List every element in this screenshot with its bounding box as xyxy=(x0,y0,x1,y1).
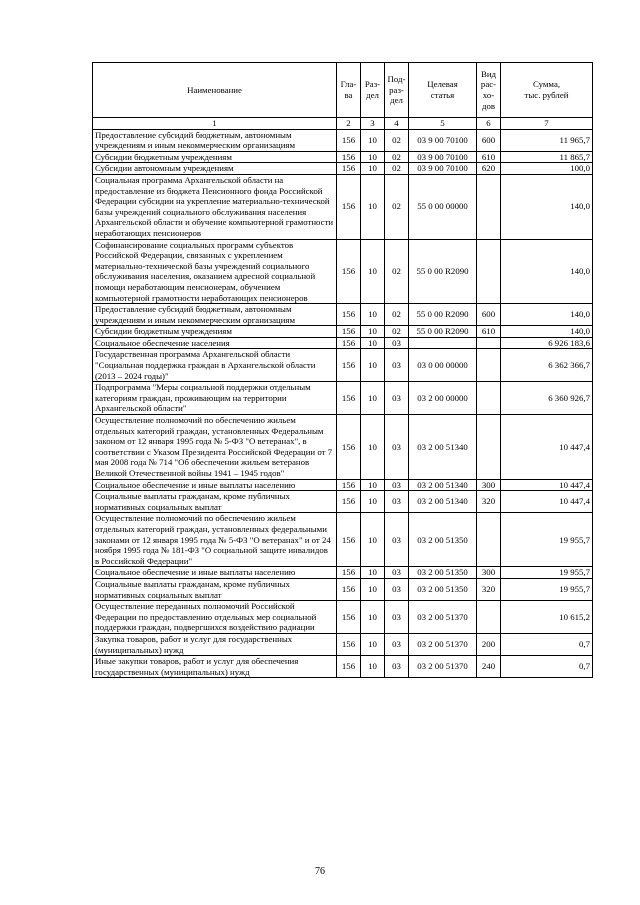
header-name: Наименование xyxy=(93,63,337,118)
row-section: 10 xyxy=(361,163,385,175)
row-subsection: 02 xyxy=(385,304,409,326)
table-row xyxy=(93,601,593,634)
row-expense-type: 610 xyxy=(477,151,501,163)
row-amount: 100,0 xyxy=(501,163,593,175)
table-row xyxy=(93,151,593,163)
row-amount: 140,0 xyxy=(501,239,593,304)
table-row xyxy=(93,174,593,239)
row-name: Иные закупки товаров, работ и услуг для обеспечения государственных (муниципальных) нужд xyxy=(93,656,337,678)
row-chapter: 156 xyxy=(337,656,361,678)
row-name: Государственная программа Архангельской области "Социальная поддержка граждан в Архангельской области (2013 – 2024 годы)" xyxy=(93,349,337,382)
row-name: Социальное обеспечение и иные выплаты населению xyxy=(93,479,337,491)
header-subsection: Под- раз- дел xyxy=(385,63,409,118)
column-number: 4 xyxy=(385,118,409,130)
header-row xyxy=(93,63,593,118)
row-target: 03 2 00 51370 xyxy=(409,656,477,678)
row-section: 10 xyxy=(361,578,385,600)
row-expense-type: 600 xyxy=(477,304,501,326)
budget-table xyxy=(92,62,593,678)
row-amount: 0,7 xyxy=(501,656,593,678)
row-subsection: 03 xyxy=(385,415,409,480)
table-row xyxy=(93,337,593,349)
row-amount: 140,0 xyxy=(501,304,593,326)
row-expense-type xyxy=(477,337,501,349)
row-expense-type xyxy=(477,382,501,415)
row-chapter: 156 xyxy=(337,479,361,491)
table-row xyxy=(93,491,593,513)
row-expense-type: 600 xyxy=(477,129,501,151)
row-target: 03 2 00 51370 xyxy=(409,601,477,634)
row-target xyxy=(409,337,477,349)
row-target: 55 0 00 R2090 xyxy=(409,304,477,326)
row-target: 03 0 00 00000 xyxy=(409,349,477,382)
row-chapter: 156 xyxy=(337,349,361,382)
row-chapter: 156 xyxy=(337,239,361,304)
row-expense-type xyxy=(477,349,501,382)
table-row xyxy=(93,513,593,567)
row-amount: 6 926 183,6 xyxy=(501,337,593,349)
row-name: Осуществление полномочий по обеспечению жильем отдельных категорий граждан, установленных Федеральным законом от 12 января 1995 года № 5-ФЗ "О ветеранах", в соответствии с Указом Президента Российской Федерации от 7 мая 2008 года № 714 "Об обеспечении жильем ветеранов Великой Отечественной войны 1941 – 1945 годов" xyxy=(93,415,337,480)
row-subsection: 03 xyxy=(385,491,409,513)
row-section: 10 xyxy=(361,567,385,579)
row-expense-type: 320 xyxy=(477,491,501,513)
header-amount: Сумма, тыс. рублей xyxy=(501,63,593,118)
row-target: 55 0 00 00000 xyxy=(409,174,477,239)
row-amount: 10 447,4 xyxy=(501,479,593,491)
row-name: Социальное обеспечение и иные выплаты населению xyxy=(93,567,337,579)
row-section: 10 xyxy=(361,174,385,239)
row-expense-type: 320 xyxy=(477,578,501,600)
table-row xyxy=(93,239,593,304)
row-section: 10 xyxy=(361,151,385,163)
row-subsection: 03 xyxy=(385,567,409,579)
row-amount: 0,7 xyxy=(501,633,593,655)
row-amount: 11 865,7 xyxy=(501,151,593,163)
row-amount: 10 615,2 xyxy=(501,601,593,634)
row-subsection: 02 xyxy=(385,239,409,304)
row-subsection: 03 xyxy=(385,382,409,415)
row-section: 10 xyxy=(361,479,385,491)
row-amount: 19 955,7 xyxy=(501,567,593,579)
table-row xyxy=(93,567,593,579)
row-name: Социальные выплаты гражданам, кроме публичных нормативных социальных выплат xyxy=(93,491,337,513)
row-subsection: 02 xyxy=(385,326,409,338)
row-amount: 6 360 926,7 xyxy=(501,382,593,415)
row-section: 10 xyxy=(361,601,385,634)
row-target: 03 2 00 51370 xyxy=(409,633,477,655)
row-expense-type: 300 xyxy=(477,479,501,491)
page-number: 76 xyxy=(315,866,325,877)
row-expense-type xyxy=(477,601,501,634)
row-amount: 6 362 366,7 xyxy=(501,349,593,382)
row-name: Социальная программа Архангельской области на предоставление из бюджета Пенсионного фонда Российской Федерации субсидии на укрепление материально-технической базы учреждений социального обслуживания населения Архангельской области и обучение компьютерной грамотности неработающих пенсионеров xyxy=(93,174,337,239)
column-number: 2 xyxy=(337,118,361,130)
row-name: Субсидии бюджетным учреждениям xyxy=(93,151,337,163)
row-chapter: 156 xyxy=(337,578,361,600)
row-amount: 19 955,7 xyxy=(501,513,593,567)
row-target: 55 0 00 R2090 xyxy=(409,239,477,304)
row-amount: 140,0 xyxy=(501,326,593,338)
row-chapter: 156 xyxy=(337,174,361,239)
row-expense-type xyxy=(477,513,501,567)
row-section: 10 xyxy=(361,349,385,382)
row-name: Осуществление полномочий по обеспечению жильем отдельных категорий граждан, установленных федеральными законами от 12 января 1995 года № 5-ФЗ "О ветеранах" и от 24 ноября 1995 года № 181-ФЗ "О социальной защите инвалидов в Российской Федерации" xyxy=(93,513,337,567)
header-expense-type: Вид рас- хо- дов xyxy=(477,63,501,118)
row-chapter: 156 xyxy=(337,633,361,655)
table-row xyxy=(93,304,593,326)
row-expense-type: 610 xyxy=(477,326,501,338)
row-target: 03 9 00 70100 xyxy=(409,129,477,151)
row-section: 10 xyxy=(361,633,385,655)
header-target: Целевая статья xyxy=(409,63,477,118)
row-name: Субсидии бюджетным учреждениям xyxy=(93,326,337,338)
row-name: Закупка товаров, работ и услуг для государственных (муниципальных) нужд xyxy=(93,633,337,655)
row-target: 03 2 00 00000 xyxy=(409,382,477,415)
row-section: 10 xyxy=(361,382,385,415)
column-number-row xyxy=(93,118,593,130)
row-expense-type: 200 xyxy=(477,633,501,655)
row-name: Софинансирование социальных программ субъектов Российской Федерации, связанных с укреплением материально-технической базы учреждений социального обслуживания населения, оказанием адресной социальной помощи неработающим пенсионерам, обучением компьютерной грамотности неработающих пенсионеров xyxy=(93,239,337,304)
table-row xyxy=(93,479,593,491)
row-expense-type: 240 xyxy=(477,656,501,678)
table-row xyxy=(93,349,593,382)
row-amount: 140,0 xyxy=(501,174,593,239)
column-number: 5 xyxy=(409,118,477,130)
row-section: 10 xyxy=(361,326,385,338)
row-subsection: 03 xyxy=(385,349,409,382)
row-subsection: 03 xyxy=(385,656,409,678)
table-row xyxy=(93,578,593,600)
row-name: Субсидии автономным учреждениям xyxy=(93,163,337,175)
row-name: Предоставление субсидий бюджетным, автономным учреждениям и иным некоммерческим организациям xyxy=(93,129,337,151)
row-subsection: 02 xyxy=(385,163,409,175)
row-expense-type xyxy=(477,174,501,239)
row-name: Подпрограмма "Меры социальной поддержки отдельным категориям граждан, проживающим на территории Архангельской области" xyxy=(93,382,337,415)
row-expense-type: 620 xyxy=(477,163,501,175)
table-row xyxy=(93,656,593,678)
row-subsection: 03 xyxy=(385,479,409,491)
row-expense-type xyxy=(477,239,501,304)
row-amount: 10 447,4 xyxy=(501,415,593,480)
table-row xyxy=(93,326,593,338)
row-section: 10 xyxy=(361,415,385,480)
table-row xyxy=(93,633,593,655)
table-row xyxy=(93,415,593,480)
row-subsection: 03 xyxy=(385,337,409,349)
row-subsection: 03 xyxy=(385,633,409,655)
row-name: Социальное обеспечение населения xyxy=(93,337,337,349)
row-expense-type: 300 xyxy=(477,567,501,579)
row-chapter: 156 xyxy=(337,382,361,415)
column-number: 1 xyxy=(93,118,337,130)
column-number: 6 xyxy=(477,118,501,130)
row-section: 10 xyxy=(361,239,385,304)
row-section: 10 xyxy=(361,513,385,567)
column-number: 3 xyxy=(361,118,385,130)
row-chapter: 156 xyxy=(337,491,361,513)
header-section: Раз- дел xyxy=(361,63,385,118)
row-chapter: 156 xyxy=(337,513,361,567)
row-subsection: 02 xyxy=(385,129,409,151)
row-amount: 11 965,7 xyxy=(501,129,593,151)
row-section: 10 xyxy=(361,304,385,326)
row-name: Предоставление субсидий бюджетным, автономным учреждениям и иным некоммерческим организациям xyxy=(93,304,337,326)
row-chapter: 156 xyxy=(337,567,361,579)
row-subsection: 02 xyxy=(385,174,409,239)
row-subsection: 03 xyxy=(385,578,409,600)
row-target: 03 2 00 51350 xyxy=(409,578,477,600)
table-row xyxy=(93,163,593,175)
row-chapter: 156 xyxy=(337,415,361,480)
row-subsection: 03 xyxy=(385,601,409,634)
row-section: 10 xyxy=(361,129,385,151)
row-section: 10 xyxy=(361,656,385,678)
row-chapter: 156 xyxy=(337,601,361,634)
row-chapter: 156 xyxy=(337,151,361,163)
row-target: 03 2 00 51350 xyxy=(409,567,477,579)
row-section: 10 xyxy=(361,491,385,513)
row-chapter: 156 xyxy=(337,304,361,326)
table-row xyxy=(93,129,593,151)
row-amount: 19 955,7 xyxy=(501,578,593,600)
row-chapter: 156 xyxy=(337,337,361,349)
row-section: 10 xyxy=(361,337,385,349)
row-chapter: 156 xyxy=(337,129,361,151)
row-target: 03 2 00 51340 xyxy=(409,491,477,513)
row-subsection: 03 xyxy=(385,513,409,567)
row-amount: 10 447,4 xyxy=(501,491,593,513)
row-name: Социальные выплаты гражданам, кроме публичных нормативных социальных выплат xyxy=(93,578,337,600)
row-expense-type xyxy=(477,415,501,480)
header-chapter: Гла- ва xyxy=(337,63,361,118)
table-row xyxy=(93,382,593,415)
row-target: 03 9 00 70100 xyxy=(409,163,477,175)
row-target: 03 9 00 70100 xyxy=(409,151,477,163)
row-subsection: 02 xyxy=(385,151,409,163)
row-name: Осуществление переданных полномочий Российской Федерации по предоставлению отдельных мер социальной поддержки граждан, подвергшихся воздействию радиации xyxy=(93,601,337,634)
row-target: 03 2 00 51350 xyxy=(409,513,477,567)
row-target: 55 0 00 R2090 xyxy=(409,326,477,338)
row-chapter: 156 xyxy=(337,163,361,175)
row-chapter: 156 xyxy=(337,326,361,338)
column-number: 7 xyxy=(501,118,593,130)
row-target: 03 2 00 51340 xyxy=(409,479,477,491)
row-target: 03 2 00 51340 xyxy=(409,415,477,480)
